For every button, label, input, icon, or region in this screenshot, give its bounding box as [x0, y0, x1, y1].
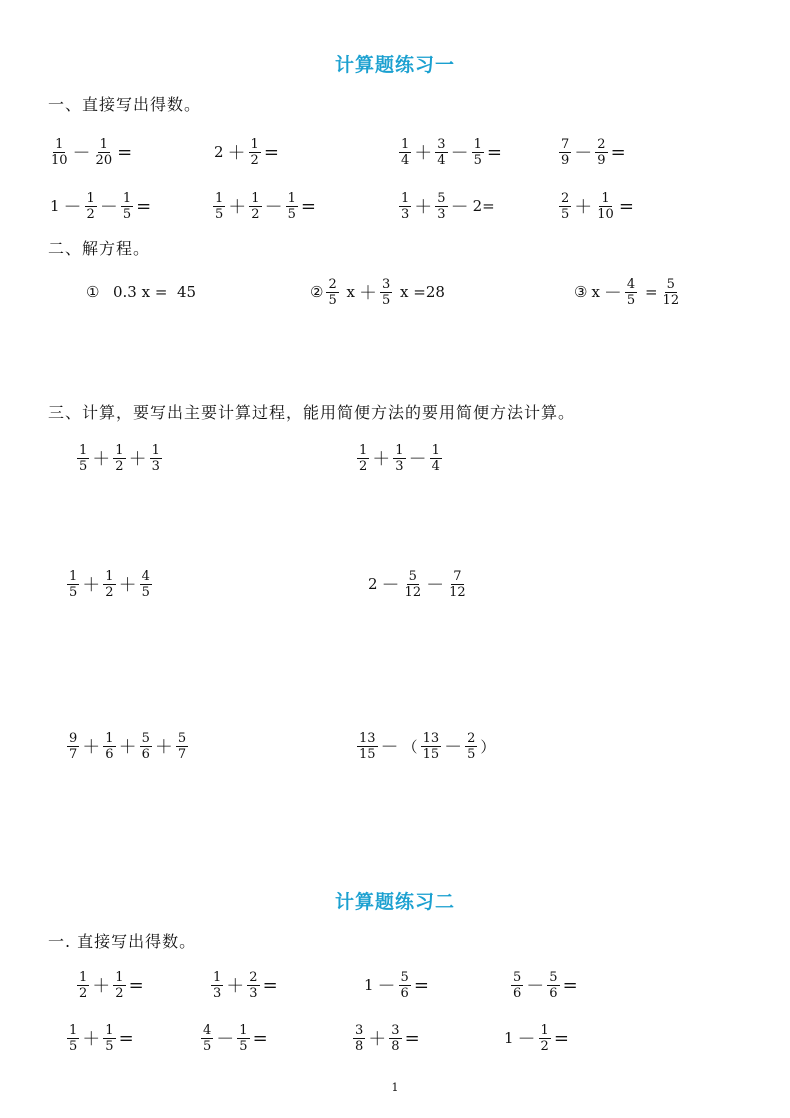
- fraction: [326, 277, 338, 308]
- denominator: 5: [561, 206, 570, 222]
- term: 2: [214, 143, 224, 161]
- operator: =: [262, 974, 278, 996]
- denominator: 8: [355, 1038, 364, 1054]
- denominator: 2: [540, 1038, 549, 1054]
- operator: ＋: [118, 575, 137, 596]
- denominator: 2: [250, 152, 259, 168]
- numerator: 1: [359, 442, 368, 458]
- fraction: [211, 970, 223, 1001]
- numerator: 1: [55, 136, 64, 152]
- operator: ＋: [82, 1029, 101, 1050]
- denominator: 12: [449, 584, 466, 600]
- operator: －: [381, 575, 400, 596]
- operator: =: [486, 141, 502, 163]
- fraction: [113, 443, 125, 474]
- expr-p2-s1: [210, 963, 280, 1007]
- fraction: [49, 137, 70, 168]
- expr-p1-s1: [48, 184, 153, 228]
- fraction: [435, 191, 447, 222]
- numerator: 4: [203, 1022, 212, 1038]
- fraction: [661, 277, 682, 308]
- operator: －: [450, 197, 469, 218]
- operator: =: [252, 1027, 268, 1049]
- operator: －: [72, 143, 91, 164]
- numerator: 3: [355, 1022, 364, 1038]
- numerator: 1: [86, 190, 95, 206]
- denominator: 9: [561, 152, 570, 168]
- fraction: [403, 569, 424, 600]
- numerator: 5: [437, 190, 446, 206]
- numerator: 1: [105, 568, 114, 584]
- fraction: [85, 191, 97, 222]
- title-part1: 计算题练习一: [334, 54, 455, 76]
- operator: －: [216, 1029, 235, 1050]
- fraction: [77, 970, 89, 1001]
- operator: －: [377, 976, 396, 997]
- equation-1: [84, 270, 198, 314]
- expr-p2-s1: [502, 1016, 571, 1060]
- denominator: 6: [141, 746, 150, 762]
- denominator: 2: [251, 206, 260, 222]
- denominator: 15: [359, 746, 376, 762]
- numerator: 1: [215, 190, 224, 206]
- equation-3: [572, 270, 682, 314]
- denominator: 6: [400, 985, 409, 1001]
- numerator: 1: [287, 190, 296, 206]
- numerator: 1: [401, 136, 410, 152]
- term: ②: [310, 283, 324, 301]
- operator: =: [404, 1027, 420, 1049]
- operator: ＋: [414, 143, 433, 164]
- numerator: 4: [141, 568, 150, 584]
- numerator: 7: [453, 568, 462, 584]
- operator: =: [117, 141, 133, 163]
- operator: =: [118, 1027, 134, 1049]
- numerator: 3: [391, 1022, 400, 1038]
- expr-p2-s1: [76, 963, 146, 1007]
- heading-direct-answers: 一、直接写出得数。: [48, 95, 202, 114]
- numerator: 2: [328, 276, 337, 292]
- operator: =: [263, 141, 279, 163]
- denominator: 5: [328, 292, 337, 308]
- expr-p2-s1: [200, 1016, 270, 1060]
- expr-p1-s1: [398, 130, 504, 174]
- expr-p1-s3: [366, 562, 469, 606]
- denominator: 4: [401, 152, 410, 168]
- fraction: [511, 970, 523, 1001]
- fraction: [435, 137, 447, 168]
- denominator: 2: [105, 584, 114, 600]
- operator: ＋: [92, 449, 111, 470]
- fraction: [547, 970, 559, 1001]
- numerator: 1: [79, 969, 88, 985]
- page-number: 1: [391, 1081, 399, 1094]
- fraction: [559, 137, 571, 168]
- operator: －: [408, 449, 427, 470]
- term: 2=: [472, 197, 495, 215]
- operator: －: [99, 197, 118, 218]
- denominator: 10: [51, 152, 68, 168]
- fraction: [103, 1023, 115, 1054]
- fraction: [247, 970, 259, 1001]
- numerator: 1: [239, 1022, 248, 1038]
- term: ①: [86, 283, 100, 301]
- operator: ＋: [414, 197, 433, 218]
- operator: =: [300, 195, 316, 217]
- operator: ＋: [82, 575, 101, 596]
- operator: －: [264, 197, 283, 218]
- denominator: 5: [69, 1038, 78, 1054]
- operator: ＋: [372, 449, 391, 470]
- denominator: 10: [597, 206, 614, 222]
- denominator: 3: [401, 206, 410, 222]
- operator: ＋: [118, 737, 137, 758]
- fraction: [399, 191, 411, 222]
- term: x: [591, 283, 600, 301]
- denominator: 5: [79, 458, 88, 474]
- denominator: 5: [105, 1038, 114, 1054]
- denominator: 6: [513, 985, 522, 1001]
- expr-p1-s1: [48, 130, 134, 174]
- denominator: 3: [249, 985, 258, 1001]
- denominator: 12: [404, 584, 422, 600]
- term: ③: [574, 283, 588, 301]
- operator: ＋: [92, 976, 111, 997]
- denominator: 5: [626, 292, 636, 308]
- numerator: 5: [408, 568, 417, 584]
- numerator: 1: [115, 442, 124, 458]
- fraction: [286, 191, 298, 222]
- numerator: 1: [105, 730, 114, 746]
- fraction: [103, 731, 115, 762]
- numerator: 2: [467, 730, 476, 746]
- denominator: 4: [437, 152, 446, 168]
- fraction: [393, 443, 405, 474]
- term: x =28: [395, 283, 445, 301]
- numerator: 5: [513, 969, 522, 985]
- operator: ＋: [154, 737, 173, 758]
- operator: =: [610, 141, 626, 163]
- fraction: [353, 1023, 365, 1054]
- term: 1: [504, 1029, 514, 1047]
- denominator: 5: [473, 152, 482, 168]
- term: 1: [50, 197, 60, 215]
- fraction: [595, 137, 607, 168]
- term: x: [341, 283, 355, 301]
- fraction: [94, 137, 115, 168]
- fraction: [625, 277, 637, 308]
- denominator: 8: [391, 1038, 400, 1054]
- denominator: 3: [213, 985, 222, 1001]
- numerator: 1: [250, 136, 259, 152]
- expr-p1-s1: [558, 130, 628, 174]
- fraction: [465, 731, 477, 762]
- operator: －: [426, 575, 445, 596]
- numerator: 5: [177, 730, 187, 746]
- denominator: 2: [115, 985, 124, 1001]
- fraction: [67, 1023, 79, 1054]
- denominator: 7: [69, 746, 78, 762]
- denominator: 5: [215, 206, 224, 222]
- fraction: [380, 277, 392, 308]
- operator: －: [63, 197, 82, 218]
- fraction: [472, 137, 484, 168]
- denominator: 5: [467, 746, 476, 762]
- numerator: 2: [561, 190, 570, 206]
- denominator: 9: [597, 152, 606, 168]
- fraction: [150, 443, 162, 474]
- fraction: [249, 191, 261, 222]
- expr-p2-s1: [510, 963, 580, 1007]
- fraction: [77, 443, 89, 474]
- fraction: [176, 731, 188, 762]
- denominator: 2: [86, 206, 95, 222]
- heading-calculate: 三、计算，要写出主要计算过程，能用简便方法的要用简便方法计算。: [48, 403, 576, 422]
- operator: ＋: [227, 143, 246, 164]
- operator: ＋: [82, 737, 101, 758]
- operator: =: [128, 974, 144, 996]
- operator: =: [413, 974, 429, 996]
- operator: ＋: [358, 283, 377, 304]
- fraction: [67, 731, 79, 762]
- fraction: [237, 1023, 249, 1054]
- denominator: 3: [151, 458, 160, 474]
- numerator: 13: [422, 730, 440, 746]
- fraction: [140, 569, 152, 600]
- fraction: [201, 1023, 213, 1054]
- numerator: 5: [666, 276, 675, 292]
- numerator: 1: [151, 442, 160, 458]
- denominator: 6: [105, 746, 114, 762]
- expr-p2-s1: [352, 1016, 422, 1060]
- equation-2: [308, 270, 447, 314]
- fraction: [389, 1023, 401, 1054]
- title-part2: 计算题练习二: [334, 891, 455, 913]
- operator: －: [450, 143, 469, 164]
- denominator: 5: [122, 206, 132, 222]
- fraction: [357, 443, 369, 474]
- operator: ＋: [128, 449, 147, 470]
- operator: ＋: [574, 197, 593, 218]
- fraction: [140, 731, 152, 762]
- fraction: [357, 731, 378, 762]
- heading-direct-answers-2: 一. 直接写出得数。: [48, 932, 197, 951]
- numerator: 1: [115, 969, 124, 985]
- term: 2: [368, 575, 378, 593]
- expr-p1-s3: [66, 724, 189, 768]
- denominator: 2: [115, 458, 124, 474]
- denominator: 5: [69, 584, 78, 600]
- denominator: 5: [287, 206, 296, 222]
- denominator: 15: [422, 746, 440, 762]
- expr-p1-s3: [66, 562, 153, 606]
- operator: －: [444, 737, 463, 758]
- numerator: 1: [99, 136, 108, 152]
- denominator: 5: [239, 1038, 248, 1054]
- operator: －: [574, 143, 593, 164]
- fraction: [67, 569, 79, 600]
- fraction: [213, 191, 225, 222]
- fraction: [249, 137, 261, 168]
- term: ）: [480, 737, 496, 756]
- denominator: 5: [203, 1038, 212, 1054]
- expr-p2-s1: [362, 963, 431, 1007]
- numerator: 1: [540, 1022, 549, 1038]
- numerator: 5: [141, 730, 150, 746]
- numerator: 13: [359, 730, 376, 746]
- numerator: 2: [597, 136, 606, 152]
- expr-p1-s1: [212, 184, 318, 228]
- numerator: 1: [122, 190, 132, 206]
- operator: =: [553, 1027, 569, 1049]
- numerator: 2: [249, 969, 258, 985]
- numerator: 1: [69, 568, 78, 584]
- numerator: 1: [395, 442, 404, 458]
- term: 0.3 x = 45: [103, 283, 197, 301]
- numerator: 1: [601, 190, 610, 206]
- fraction: [113, 970, 125, 1001]
- fraction: [559, 191, 571, 222]
- expr-p2-s1: [66, 1016, 136, 1060]
- expr-p1-s3: [356, 436, 443, 480]
- operator: ＋: [368, 1029, 387, 1050]
- numerator: 5: [549, 969, 558, 985]
- fraction: [399, 970, 411, 1001]
- term: （: [402, 737, 418, 756]
- expr-p1-s1: [398, 184, 497, 228]
- denominator: 20: [95, 152, 113, 168]
- operator: ＋: [228, 197, 247, 218]
- numerator: 5: [400, 969, 409, 985]
- numerator: 9: [69, 730, 78, 746]
- operator: =: [562, 974, 578, 996]
- denominator: 2: [79, 985, 88, 1001]
- operator: －: [526, 976, 545, 997]
- operator: －: [517, 1029, 536, 1050]
- fraction: [595, 191, 616, 222]
- operator: =: [618, 195, 634, 217]
- denominator: 6: [549, 985, 558, 1001]
- fraction: [421, 731, 442, 762]
- numerator: 1: [431, 442, 440, 458]
- numerator: 1: [251, 190, 260, 206]
- numerator: 3: [381, 276, 391, 292]
- denominator: 5: [141, 584, 150, 600]
- expr-p1-s3: [356, 724, 497, 768]
- operator: =: [136, 195, 152, 217]
- denominator: 3: [395, 458, 404, 474]
- denominator: 12: [662, 292, 680, 308]
- denominator: 7: [177, 746, 187, 762]
- fraction: [399, 137, 411, 168]
- denominator: 5: [381, 292, 391, 308]
- fraction: [539, 1023, 551, 1054]
- expr-p1-s3: [76, 436, 163, 480]
- numerator: 3: [437, 136, 446, 152]
- operator: －: [603, 283, 622, 304]
- term: 1: [364, 976, 374, 994]
- denominator: 2: [359, 458, 368, 474]
- numerator: 4: [626, 276, 636, 292]
- denominator: 4: [431, 458, 440, 474]
- numerator: 1: [401, 190, 410, 206]
- numerator: 1: [79, 442, 88, 458]
- fraction: [447, 569, 468, 600]
- heading-solve-equations: 二、解方程。: [48, 239, 151, 258]
- fraction: [121, 191, 133, 222]
- denominator: 3: [437, 206, 446, 222]
- term: =: [640, 283, 658, 301]
- fraction: [430, 443, 442, 474]
- fraction: [103, 569, 115, 600]
- operator: －: [380, 737, 399, 758]
- numerator: 7: [561, 136, 570, 152]
- numerator: 1: [69, 1022, 78, 1038]
- expr-p1-s1: [558, 184, 636, 228]
- numerator: 1: [213, 969, 222, 985]
- numerator: 1: [105, 1022, 114, 1038]
- expr-p1-s1: [212, 130, 281, 174]
- numerator: 1: [473, 136, 482, 152]
- operator: ＋: [226, 976, 245, 997]
